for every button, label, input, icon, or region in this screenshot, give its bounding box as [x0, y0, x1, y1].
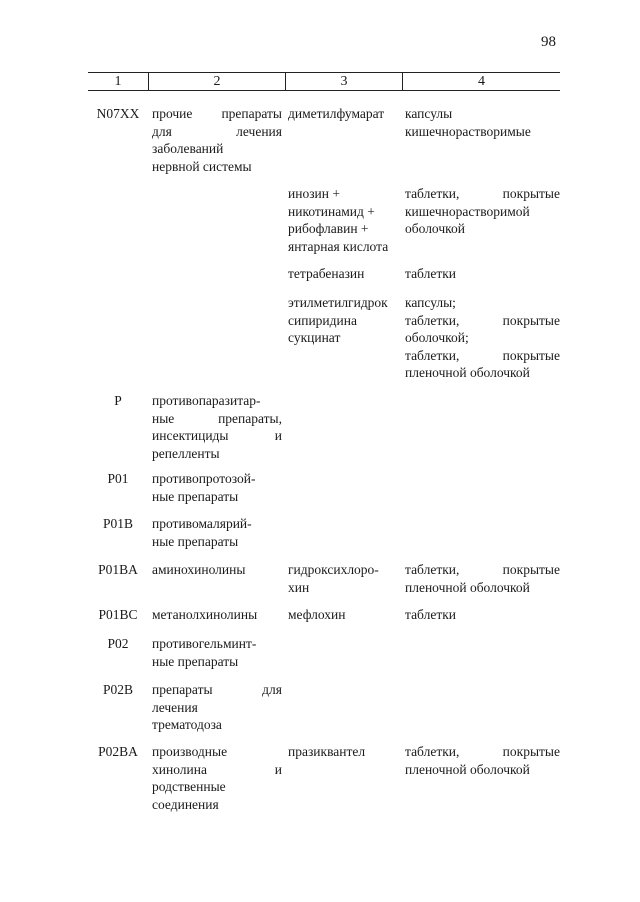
dosage-form	[402, 392, 560, 462]
anatomical-group-line: прочие препараты	[152, 106, 282, 121]
table-row	[88, 470, 560, 505]
drug-name	[285, 265, 402, 283]
drug-name	[285, 606, 402, 624]
anatomical-group-line: противопротозой-	[152, 471, 256, 486]
drug-name	[285, 561, 402, 596]
anatomical-group-line: хинолина и	[152, 761, 282, 777]
drug-name-line: диметилфумарат	[288, 106, 385, 121]
header-col-1: 1	[114, 74, 122, 89]
dosage-form	[402, 185, 560, 255]
dosage-form-line: таблетки, покрытые	[405, 312, 560, 328]
drug-name-line: тетрабеназин	[288, 266, 365, 281]
anatomical-group-line: противомалярий-	[152, 516, 252, 531]
drug-name	[285, 635, 402, 670]
dosage-form-line: пленочной оболочкой	[405, 579, 530, 595]
anatomical-group-line: ные препараты	[152, 488, 239, 504]
dosage-form	[402, 635, 560, 670]
drug-name-line: мефлохин	[288, 607, 346, 622]
header-col-4: 4	[402, 73, 560, 90]
dosage-form	[402, 470, 560, 505]
drug-name	[285, 515, 402, 550]
table-row	[88, 294, 560, 382]
dosage-form-line: пленочной оболочкой	[405, 365, 530, 381]
dosage-form-line: таблетки, покрытые	[405, 347, 560, 363]
dosage-form	[402, 561, 560, 596]
anatomical-group-line: метанолхинолины	[152, 607, 258, 622]
dosage-form-line: таблетки	[405, 607, 457, 622]
table-row	[88, 606, 560, 624]
atc-code: P01BC	[98, 607, 138, 622]
drug-name-line: сукцинат	[288, 330, 341, 346]
header-col-2: 2	[148, 73, 285, 90]
atc-code: P02BA	[98, 744, 138, 759]
dosage-form-line: таблетки	[405, 266, 457, 281]
atc-code	[88, 265, 148, 283]
anatomical-group-line: препараты для	[152, 682, 282, 697]
drug-name	[285, 294, 402, 382]
anatomical-group-line: инсектициды и	[152, 428, 282, 444]
drug-name-line: сипиридина	[288, 312, 357, 328]
dosage-form-line: оболочкой	[405, 221, 465, 237]
anatomical-group-line: нервной системы	[152, 158, 252, 174]
header-col-3: 3	[285, 73, 402, 90]
anatomical-group-line: лечения	[152, 699, 198, 715]
anatomical-group-line: производные	[152, 744, 228, 759]
atc-code: N07XX	[96, 106, 140, 121]
dosage-form-line: оболочкой;	[405, 330, 469, 346]
anatomical-group	[148, 606, 285, 624]
anatomical-group	[148, 392, 285, 462]
dosage-form	[402, 265, 560, 283]
dosage-form-line: таблетки, покрытые	[405, 744, 560, 759]
table-row	[88, 392, 560, 462]
dosage-form	[402, 606, 560, 624]
table-row	[88, 105, 560, 175]
table-row	[88, 681, 560, 734]
drug-name	[285, 743, 402, 813]
anatomical-group	[148, 743, 285, 813]
drug-name-line: празиквантел	[288, 744, 366, 759]
anatomical-group	[148, 635, 285, 670]
atc-code: P01BA	[98, 562, 138, 577]
table-row	[88, 265, 560, 283]
drug-name-line: этилметилгидрок	[288, 295, 388, 310]
dosage-form-line: капсулы	[405, 106, 453, 121]
drug-name	[285, 105, 402, 175]
dosage-form-line: таблетки, покрытые	[405, 186, 560, 201]
anatomical-group-line: ные препараты	[152, 533, 239, 549]
table-row	[88, 185, 560, 255]
table-header	[88, 72, 560, 91]
anatomical-group	[148, 105, 285, 175]
drug-name-line: рибофлавин +	[288, 221, 369, 237]
anatomical-group-line: ные препараты	[152, 653, 239, 669]
anatomical-group-line: для лечения	[152, 123, 282, 139]
anatomical-group-line: соединения	[152, 796, 219, 812]
atc-code: P02	[107, 636, 129, 651]
drug-name	[285, 185, 402, 255]
drug-name-line: никотинамид +	[288, 203, 375, 219]
page-number: 98	[541, 34, 556, 50]
anatomical-group-line: родственные	[152, 779, 226, 795]
anatomical-group	[148, 561, 285, 596]
anatomical-group	[148, 681, 285, 734]
atc-code	[88, 294, 148, 382]
table-row	[88, 515, 560, 550]
anatomical-group	[148, 265, 285, 283]
anatomical-group	[148, 185, 285, 255]
anatomical-group-line: репелленты	[152, 445, 220, 461]
drug-name-line: хин	[288, 579, 310, 595]
drug-name	[285, 681, 402, 734]
dosage-form	[402, 515, 560, 550]
drug-table	[88, 72, 560, 812]
drug-name-line: гидроксихлоро-	[288, 562, 379, 577]
dosage-form-line: пленочной оболочкой	[405, 761, 530, 777]
anatomical-group-line: трематодоза	[152, 717, 222, 733]
table-row	[88, 743, 560, 813]
atc-code: P02B	[102, 682, 133, 697]
dosage-form	[402, 743, 560, 813]
dosage-form-line: кишечнорастворимой	[405, 203, 530, 219]
dosage-form	[402, 681, 560, 734]
table-row	[88, 635, 560, 670]
dosage-form	[402, 105, 560, 175]
drug-name-line: янтарная кислота	[288, 238, 389, 254]
anatomical-group-line: противогельминт-	[152, 636, 257, 651]
atc-code: P	[114, 393, 122, 408]
dosage-form-line: капсулы;	[405, 295, 456, 310]
dosage-form	[402, 294, 560, 382]
anatomical-group-line: противопаразитар-	[152, 393, 261, 408]
dosage-form-line: кишечнорастворимые	[405, 123, 531, 139]
drug-name	[285, 392, 402, 462]
table-row	[88, 561, 560, 596]
atc-code	[88, 185, 148, 255]
anatomical-group-line: заболеваний	[152, 141, 224, 157]
drug-name-line: инозин +	[288, 186, 340, 201]
anatomical-group	[148, 470, 285, 505]
atc-code: P01B	[102, 516, 133, 531]
atc-code: P01	[107, 471, 129, 486]
drug-name	[285, 470, 402, 505]
anatomical-group	[148, 294, 285, 382]
anatomical-group-line: аминохинолины	[152, 562, 246, 577]
anatomical-group	[148, 515, 285, 550]
dosage-form-line: таблетки, покрытые	[405, 562, 560, 577]
anatomical-group-line: ные препараты,	[152, 410, 282, 426]
